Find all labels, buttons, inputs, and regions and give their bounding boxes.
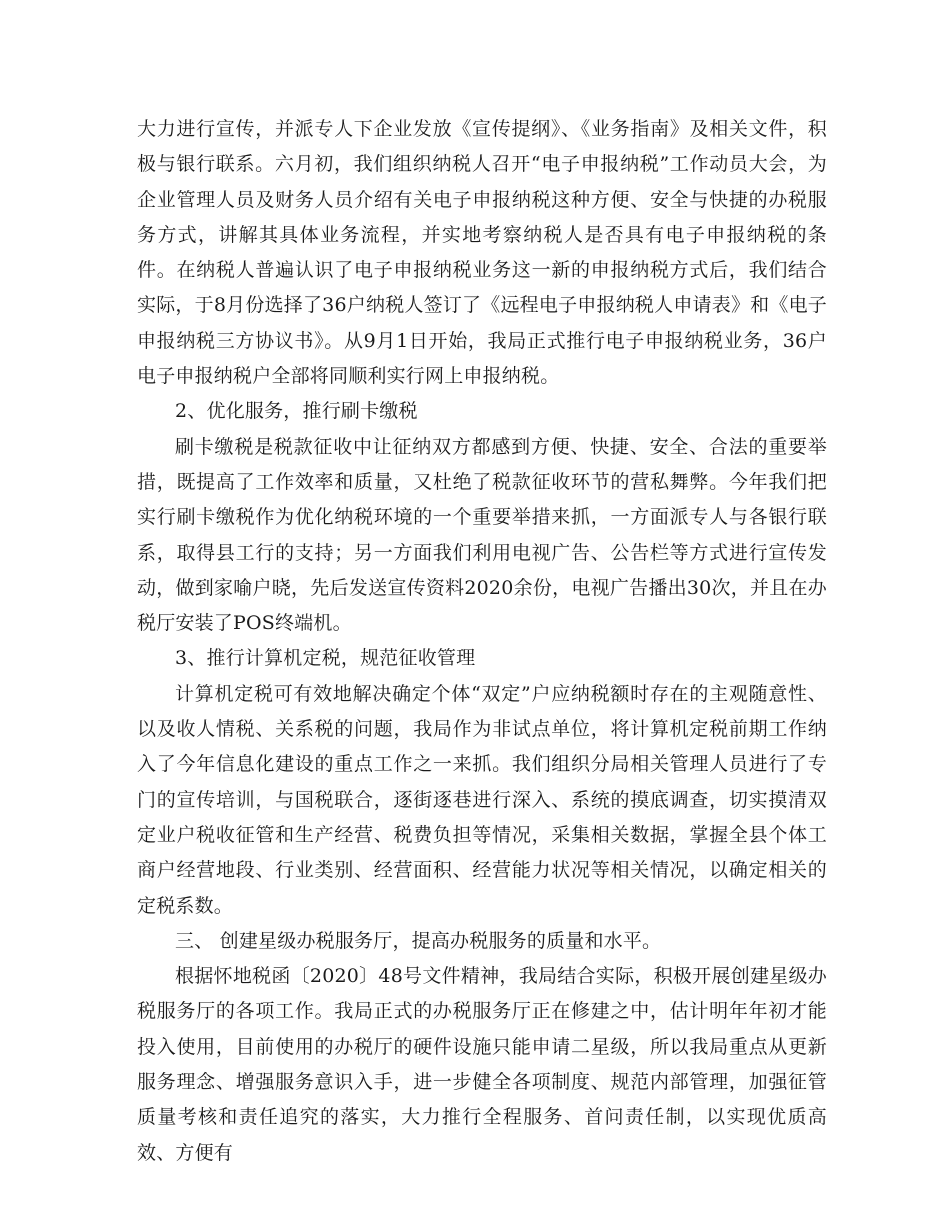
section-heading-card-payment: 2、优化服务，推行刷卡缴税 [175,400,418,423]
paragraph-card-payment: 刷卡缴税是税款征收中让征纳双方都感到方便、快捷、安全、合法的重要举措，既提高了工作效率和质量，又杜绝了税款征收环节的营私舞弊。今年我们把实行刷卡缴税作为优化纳税环境的一个重要举措来抓，一方面派专人与各银行联系，取得县工行的支持；另一方面我们利用电视广告、公告栏等方式进行宣传发动，做到家喻户晓，先后发送宣传资料2020余份，电视广告播出30次，并且在办税厅安装了POS终端机。 [137,435,827,635]
paragraph-electronic-filing-continued: 大力进行宣传，并派专人下企业发放《宣传提纲》、《业务指南》及相关文件，积极与银行联系。六月初，我们组织纳税人召开“电子申报纳税”工作动员大会，为企业管理人员及财务人员介绍有关电子申报纳税这种方便、安全与快捷的办税服务方式，讲解其具体业务流程，并实地考察纳税人是否具有电子申报纳税的条件。在纳税人普遍认识了电子申报纳税业务这一新的申报纳税方式后，我们结合实际，于8月份选择了36户纳税人签订了《远程电子申报纳税人申请表》和《电子申报纳税三方协议书》。从9月1日开始，我局正式推行电子申报纳税业务，36户电子申报纳税户全部将同顺利实行网上申报纳税。 [137,118,827,388]
section-heading-star-service-hall: 三、 创建星级办税服务厅，提高办税服务的质量和水平。 [175,929,662,952]
paragraph-computer-tax-assessment: 计算机定税可有效地解决确定个体“双定”户应纳税额时存在的主观随意性、以及收人情税、关系税的问题，我局作为非试点单位，将计算机定税前期工作纳入了今年信息化建设的重点工作之一来抓。我们组织分局相关管理人员进行了专门的宣传培训，与国税联合，逐街逐巷进行深入、系统的摸底调查，切实摸清双定业户税收征管和生产经营、税费负担等情况，采集相关数据，掌握全县个体工商户经营地段、行业类别、经营面积、经营能力状况等相关情况，以确定相关的定税系数。 [137,682,827,917]
section-heading-computer-tax-assessment: 3、推行计算机定税，规范征收管理 [175,647,476,670]
document-body [137,112,827,1171]
paragraph-star-service-hall: 根据怀地税函〔2020〕48号文件精神，我局结合实际，积极开展创建星级办税服务厅的各项工作。我局正式的办税服务厅正在修建之中，估计明年年初才能投入使用，目前使用的办税厅的硬件设施只能申请二星级，所以我局重点从更新服务理念、增强服务意识入手，进一步健全各项制度、规范内部管理，加强征管质量考核和责任追究的落实，大力推行全程服务、首问责任制，以实现优质高效、方便有 [137,965,827,1164]
